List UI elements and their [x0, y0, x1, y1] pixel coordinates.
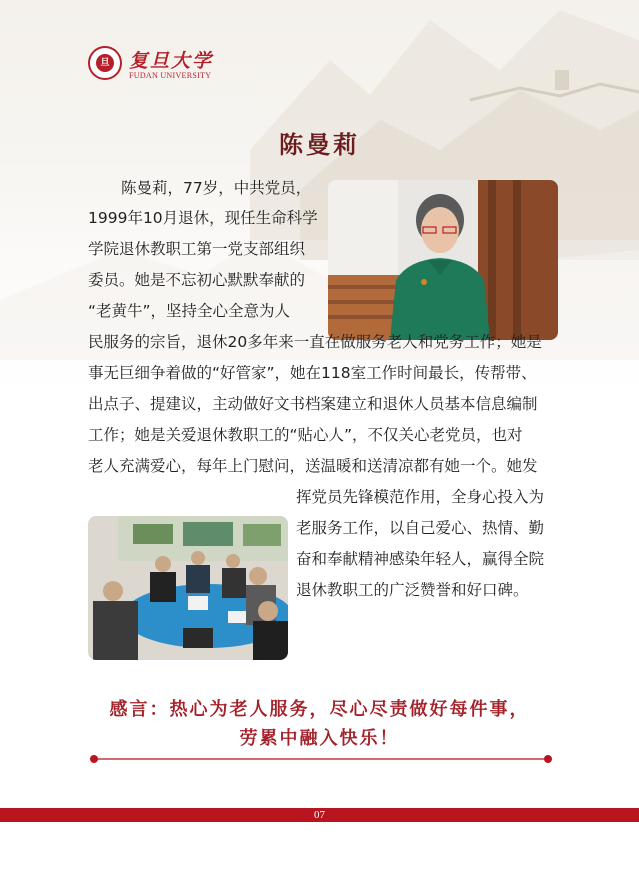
body-line-12: 老服务工作，以自己爱心、热情、勤 — [296, 519, 545, 537]
body-line-10: 老人充满爱心，每年上门慰问，送温暖和送清凉都有她一个。她发 — [88, 457, 538, 475]
body-line-1: 陈曼莉，77岁，中共党员， — [121, 179, 312, 197]
logo-chinese-name: 复旦大学 — [129, 50, 214, 72]
body-line-7: 事无巨细争着做的“好管家”，她在118室工作时间最长，传帮带、 — [88, 364, 537, 382]
body-line-9: 工作；她是关爱退休教职工的“贴心人”，不仅关心老党员，也对 — [88, 426, 523, 444]
body-line-3: 学院退休教职工第一党支部组织 — [88, 240, 306, 258]
body-line-13: 奋和奉献精神感染年轻人，赢得全院 — [296, 550, 545, 568]
page-title: 陈曼莉 — [279, 130, 360, 159]
university-seal-icon — [88, 46, 122, 80]
quote-line-2: 劳累中融入快乐！ — [239, 728, 400, 749]
group-meeting-photo — [88, 516, 288, 660]
body-line-14: 退休教职工的广泛赞誉和好口碑。 — [296, 581, 529, 599]
logo-english-name: FUDAN UNIVERSITY — [129, 71, 212, 80]
body-line-2: 1999年10月退休，现任生命科学 — [88, 209, 318, 227]
body-line-4: 委员。她是不忘初心默默奉献的 — [88, 271, 306, 289]
quote-divider — [89, 753, 553, 765]
body-line-5: “老黄牛”，坚持全心全意为人 — [88, 302, 291, 320]
quote-line-1: 感言：热心为老人服务，尽心尽责做好每件事， — [109, 699, 530, 720]
fudan-logo — [88, 44, 228, 84]
portrait-photo — [328, 180, 558, 340]
seal-center: 旦 — [96, 54, 114, 72]
body-line-11: 挥党员先锋模范作用，全身心投入为 — [296, 488, 545, 506]
body-line-8: 出点子、提建议，主动做好文书档案建立和退休人员基本信息编制 — [88, 395, 538, 413]
footer-bar — [0, 808, 639, 822]
body-line-6: 民服务的宗旨，退休20多年来一直在做服务老人和党务工作；她是 — [88, 333, 542, 351]
page-number: 07 — [314, 809, 325, 821]
